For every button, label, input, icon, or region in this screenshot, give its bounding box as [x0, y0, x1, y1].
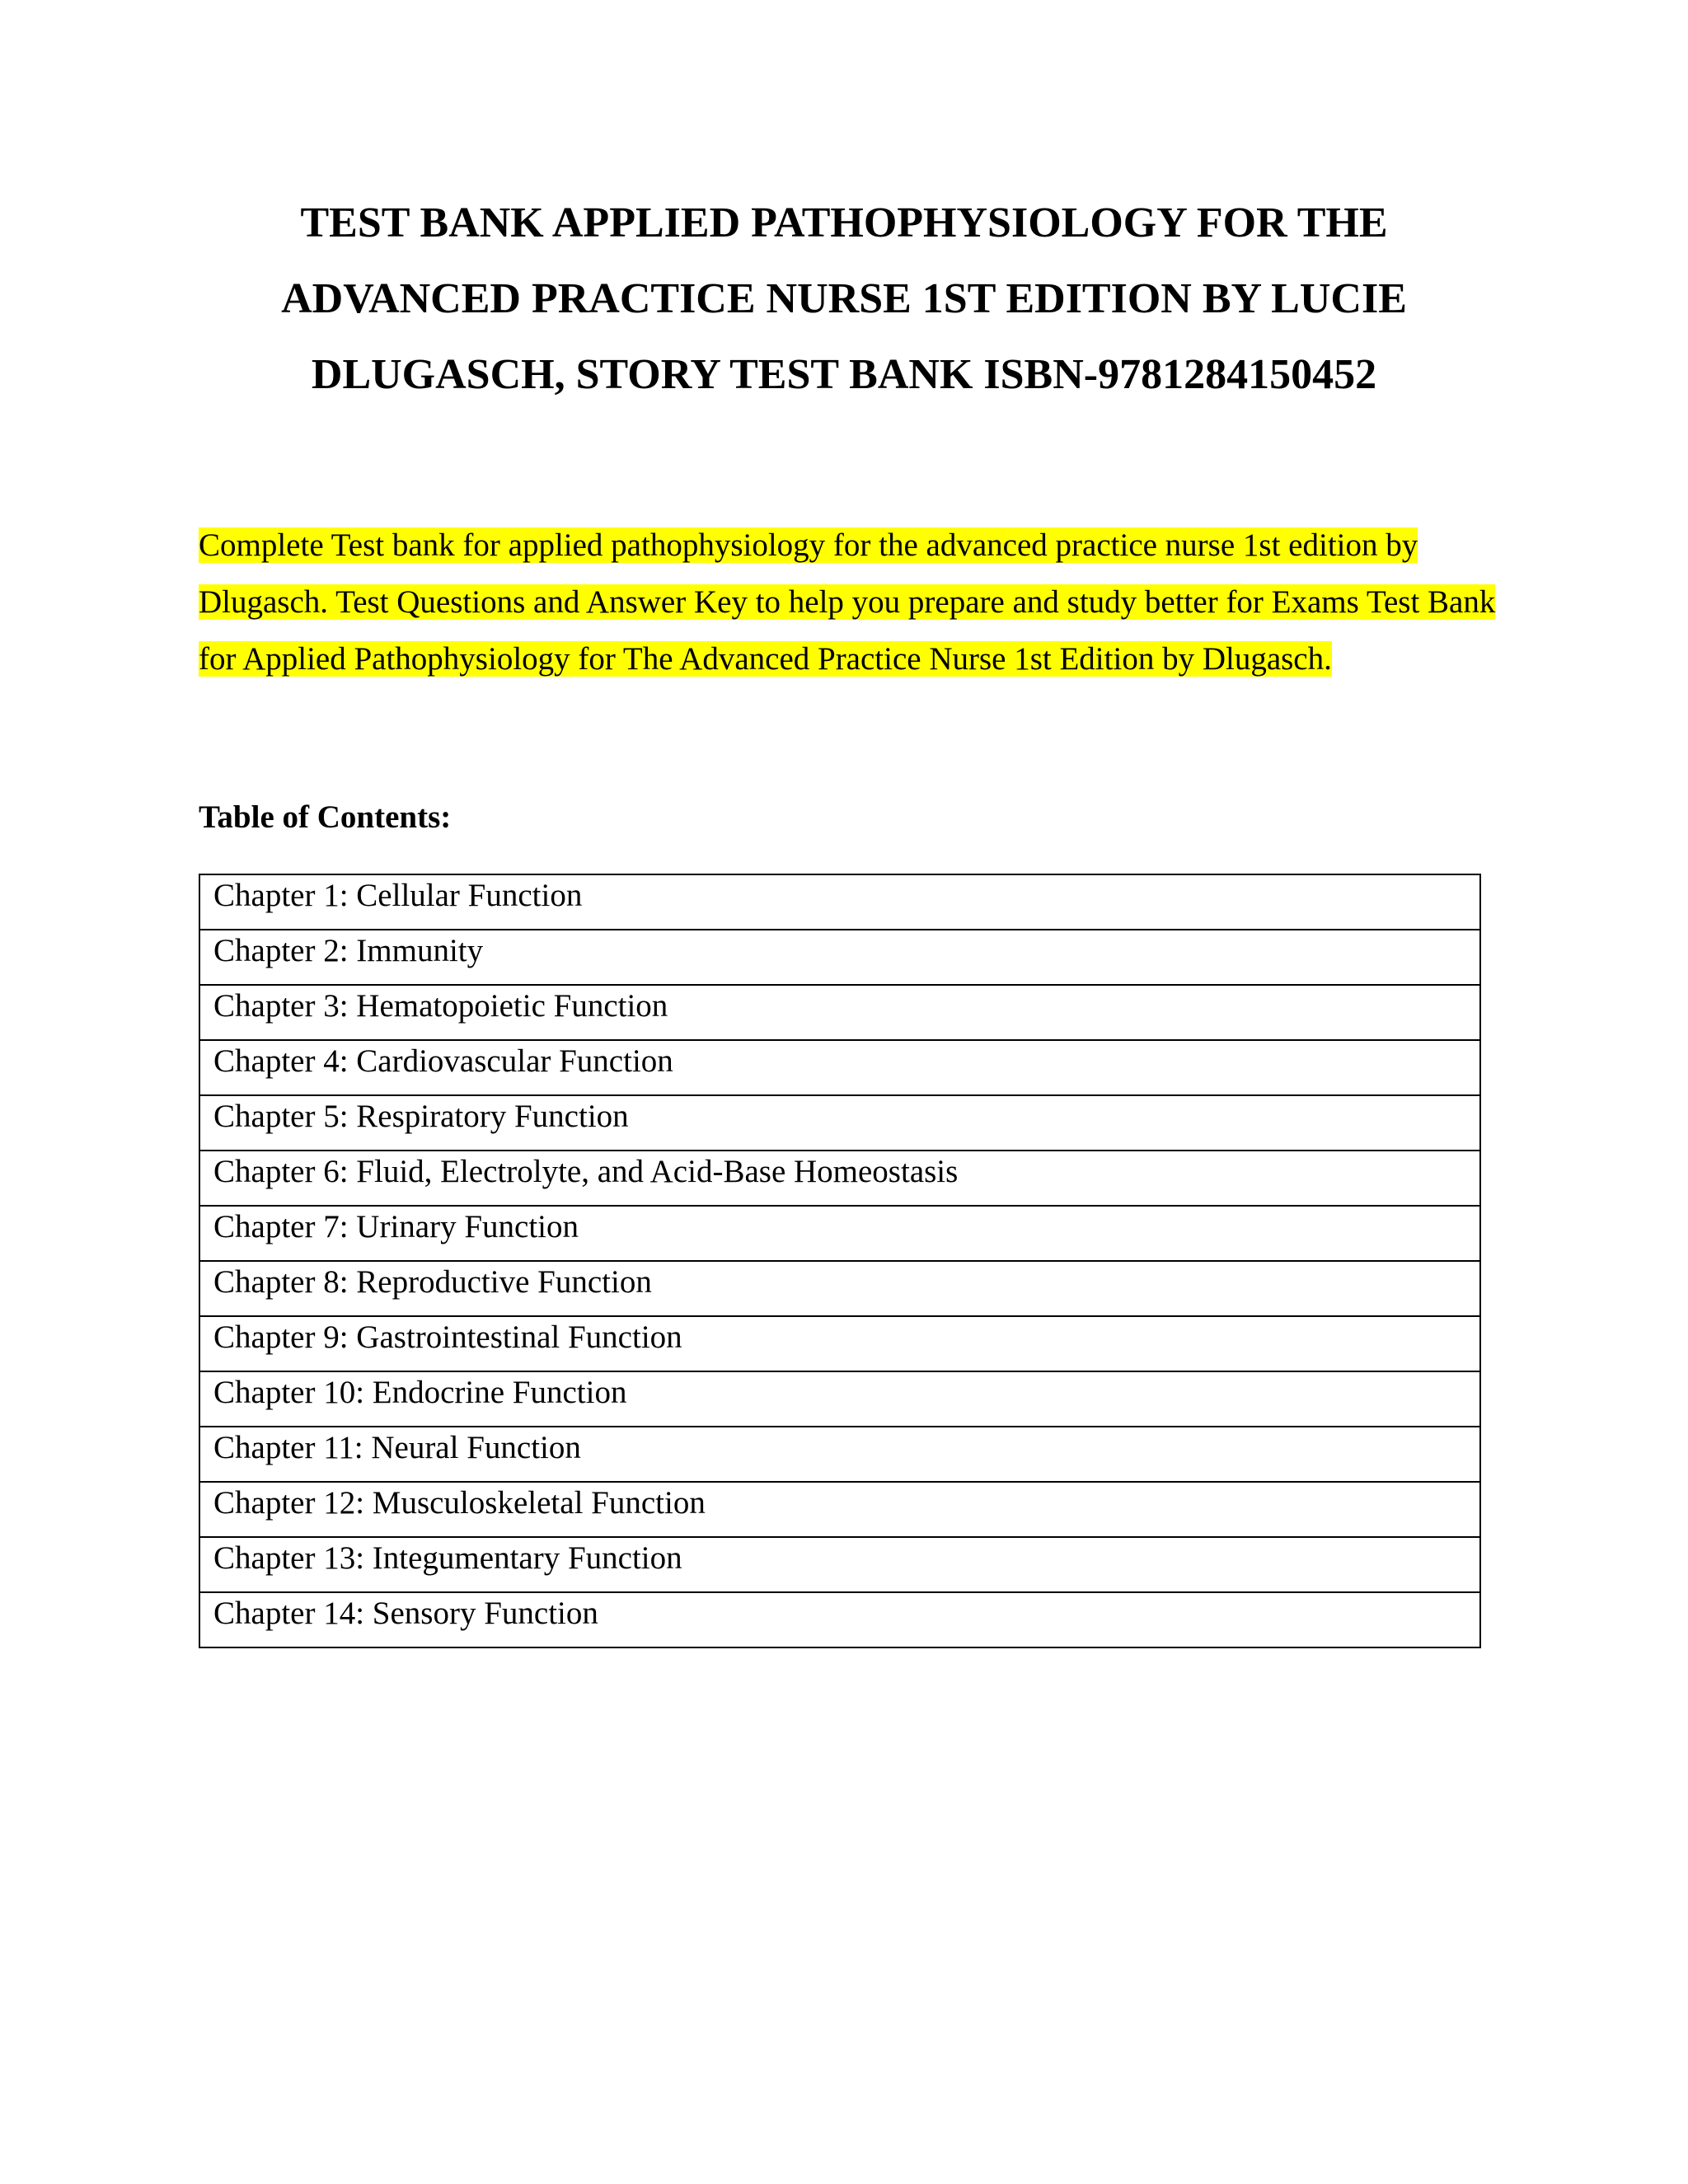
intro-paragraph [199, 517, 1497, 687]
toc-chapter: Chapter 9: Gastrointestinal Function [199, 1316, 1480, 1371]
toc-chapter: Chapter 4: Cardiovascular Function [199, 1040, 1480, 1095]
toc-row [199, 1371, 1480, 1427]
toc-chapter: Chapter 6: Fluid, Electrolyte, and Acid-Base Homeostasis [199, 1151, 1480, 1206]
toc-row [199, 1040, 1480, 1095]
toc-heading: Table of Contents: [199, 799, 452, 835]
toc-row [199, 930, 1480, 985]
toc-chapter: Chapter 1: Cellular Function [199, 874, 1480, 930]
toc-row [199, 985, 1480, 1040]
toc-row [199, 1427, 1480, 1482]
toc-chapter: Chapter 2: Immunity [199, 930, 1480, 985]
toc-row [199, 1316, 1480, 1371]
toc-chapter: Chapter 10: Endocrine Function [199, 1371, 1480, 1427]
toc-table [199, 874, 1481, 1648]
toc-chapter: Chapter 7: Urinary Function [199, 1206, 1480, 1261]
toc-chapter: Chapter 5: Respiratory Function [199, 1095, 1480, 1151]
toc-chapter: Chapter 8: Reproductive Function [199, 1261, 1480, 1316]
toc-row [199, 1206, 1480, 1261]
toc-chapter: Chapter 12: Musculoskeletal Function [199, 1482, 1480, 1537]
toc-row [199, 1151, 1480, 1206]
toc-chapter: Chapter 13: Integumentary Function [199, 1537, 1480, 1592]
intro-highlighted-text: Complete Test bank for applied pathophysiology for the advanced practice nurse 1st edition by Dlugasch. Test Questions and Answer Key to help you prepare and study better for Exams Test Bank for Applied Pathophysiology for The Advanced Practice Nurse 1st Edition by Dlugasch. [199, 527, 1496, 677]
toc-body [199, 874, 1480, 1647]
toc-chapter: Chapter 11: Neural Function [199, 1427, 1480, 1482]
toc-row [199, 1592, 1480, 1647]
toc-row [199, 1537, 1480, 1592]
toc-row [199, 1482, 1480, 1537]
toc-row [199, 1261, 1480, 1316]
document-title: TEST BANK APPLIED PATHOPHYSIOLOGY FOR THE ADVANCED PRACTICE NURSE 1ST EDITION BY LUCIE DLUGASCH, STORY TEST BANK ISBN-9781284150452 [281, 199, 1407, 398]
toc-row [199, 874, 1480, 930]
toc-row [199, 1095, 1480, 1151]
toc-chapter: Chapter 14: Sensory Function [199, 1592, 1480, 1647]
toc-chapter: Chapter 3: Hematopoietic Function [199, 985, 1480, 1040]
